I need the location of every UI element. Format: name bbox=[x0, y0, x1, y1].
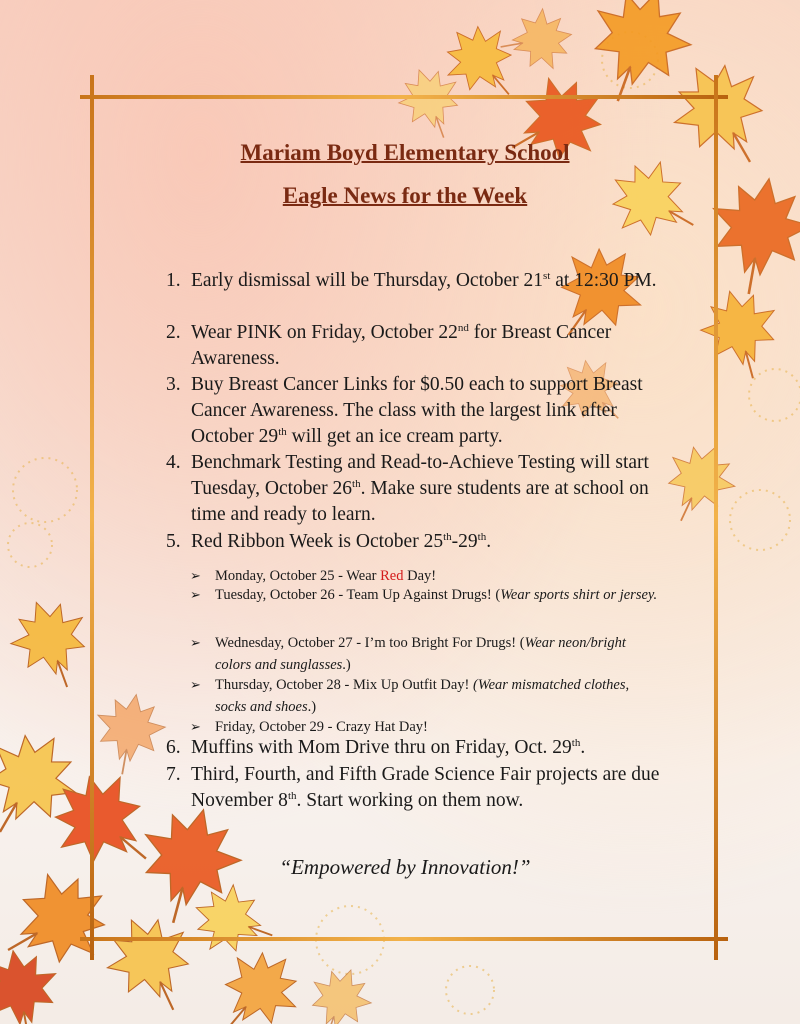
red-ribbon-day bbox=[190, 674, 660, 718]
news-item bbox=[166, 372, 666, 450]
ordinal-suffix: th bbox=[352, 478, 361, 490]
item-text-part: . Start working on them now. bbox=[296, 790, 524, 811]
ordinal-suffix: nd bbox=[457, 322, 469, 334]
day-label-end: .) bbox=[307, 699, 317, 715]
item-text-part: Red Ribbon Week is October 25 bbox=[191, 531, 444, 552]
item-text-part: . bbox=[486, 531, 492, 552]
arrow-bullet-icon: ➢ bbox=[190, 677, 201, 692]
item-text bbox=[191, 735, 666, 761]
news-item bbox=[166, 529, 666, 555]
item-text-part: -29 bbox=[451, 531, 478, 552]
day-label: Friday, October 29 - Crazy Hat Day! bbox=[215, 719, 428, 735]
item-text bbox=[191, 372, 666, 450]
day-note: (Wear mismatched clothes, socks and shoes bbox=[215, 677, 630, 715]
day-label: Thursday, October 28 - Mix Up Outfit Day! bbox=[215, 677, 473, 693]
news-item bbox=[166, 320, 666, 372]
arrow-bullet-icon: ➢ bbox=[190, 719, 201, 734]
item-number: 2. bbox=[166, 322, 181, 343]
item-text-part: . bbox=[580, 737, 586, 758]
item-text-part: will get an ice cream party. bbox=[286, 426, 503, 447]
red-ribbon-day bbox=[190, 584, 660, 606]
day-label: Wednesday, October 27 - I’m too Bright For Drugs! ( bbox=[215, 635, 525, 651]
item-number: 3. bbox=[166, 374, 181, 395]
day-label-end: .) bbox=[342, 657, 351, 673]
red-ribbon-day bbox=[190, 632, 660, 676]
arrow-bullet-icon: ➢ bbox=[190, 568, 201, 583]
day-label: Monday, October 25 - Wear bbox=[215, 568, 381, 584]
day-note: Wear neon/bright colors and sunglasses bbox=[215, 635, 626, 673]
item-text-part: Buy Breast Cancer Links for $0.50 each to support Breast Cancer Awareness. The class with the largest link after October 29 bbox=[191, 374, 643, 447]
item-number: 4. bbox=[166, 452, 181, 473]
news-item bbox=[166, 735, 666, 761]
ordinal-suffix: th bbox=[443, 531, 452, 543]
item-text bbox=[191, 268, 666, 294]
arrow-bullet-icon: ➢ bbox=[190, 587, 201, 602]
day-text bbox=[215, 674, 660, 718]
item-number: 5. bbox=[166, 531, 181, 552]
item-number: 1. bbox=[166, 270, 181, 291]
day-text bbox=[215, 584, 660, 606]
item-text bbox=[191, 450, 666, 528]
news-item bbox=[166, 762, 666, 814]
item-text-part: Muffins with Mom Drive thru on Friday, Oct. 29 bbox=[191, 737, 572, 758]
ordinal-suffix: th bbox=[278, 426, 287, 438]
motto: “Empowered by Innovation!” bbox=[279, 855, 531, 879]
item-number: 7. bbox=[166, 764, 181, 785]
day-text bbox=[215, 716, 660, 738]
item-text-part: . Make sure students are at school on time and ready to learn. bbox=[191, 478, 649, 525]
news-item bbox=[166, 268, 666, 294]
item-text-part: Wear PINK on Friday, October 22 bbox=[191, 322, 458, 343]
ordinal-suffix: th bbox=[287, 790, 297, 802]
item-text-part: Benchmark Testing and Read-to-Achieve Testing will start Tuesday, October 26 bbox=[191, 452, 649, 499]
ordinal-suffix: th bbox=[571, 737, 581, 749]
item-text-part: at 12:30 PM. bbox=[550, 270, 657, 291]
day-text bbox=[215, 632, 660, 676]
day-note: Wear sports shirt or jersey. bbox=[500, 587, 658, 603]
red-ribbon-day bbox=[190, 716, 660, 738]
item-text bbox=[191, 762, 666, 814]
newsletter-title: Eagle News for the Week bbox=[282, 183, 528, 208]
item-text bbox=[191, 529, 666, 555]
item-text bbox=[191, 320, 666, 372]
item-text-part: for Breast Cancer Awareness. bbox=[191, 322, 612, 369]
school-name: Mariam Boyd Elementary School bbox=[240, 140, 570, 165]
ordinal-suffix: th bbox=[477, 531, 487, 543]
highlight-word: Red bbox=[380, 568, 404, 584]
item-text-part: Early dismissal will be Thursday, October 21 bbox=[191, 270, 544, 291]
item-text-part: Third, Fourth, and Fifth Grade Science Fair projects are due November 8 bbox=[191, 764, 660, 811]
news-item bbox=[166, 450, 666, 528]
arrow-bullet-icon: ➢ bbox=[190, 635, 201, 650]
day-label-end: Day! bbox=[403, 568, 437, 584]
day-label: Tuesday, October 26 - Team Up Against Drugs! ( bbox=[215, 587, 501, 603]
item-number: 6. bbox=[166, 737, 181, 758]
ordinal-suffix: st bbox=[543, 270, 551, 282]
